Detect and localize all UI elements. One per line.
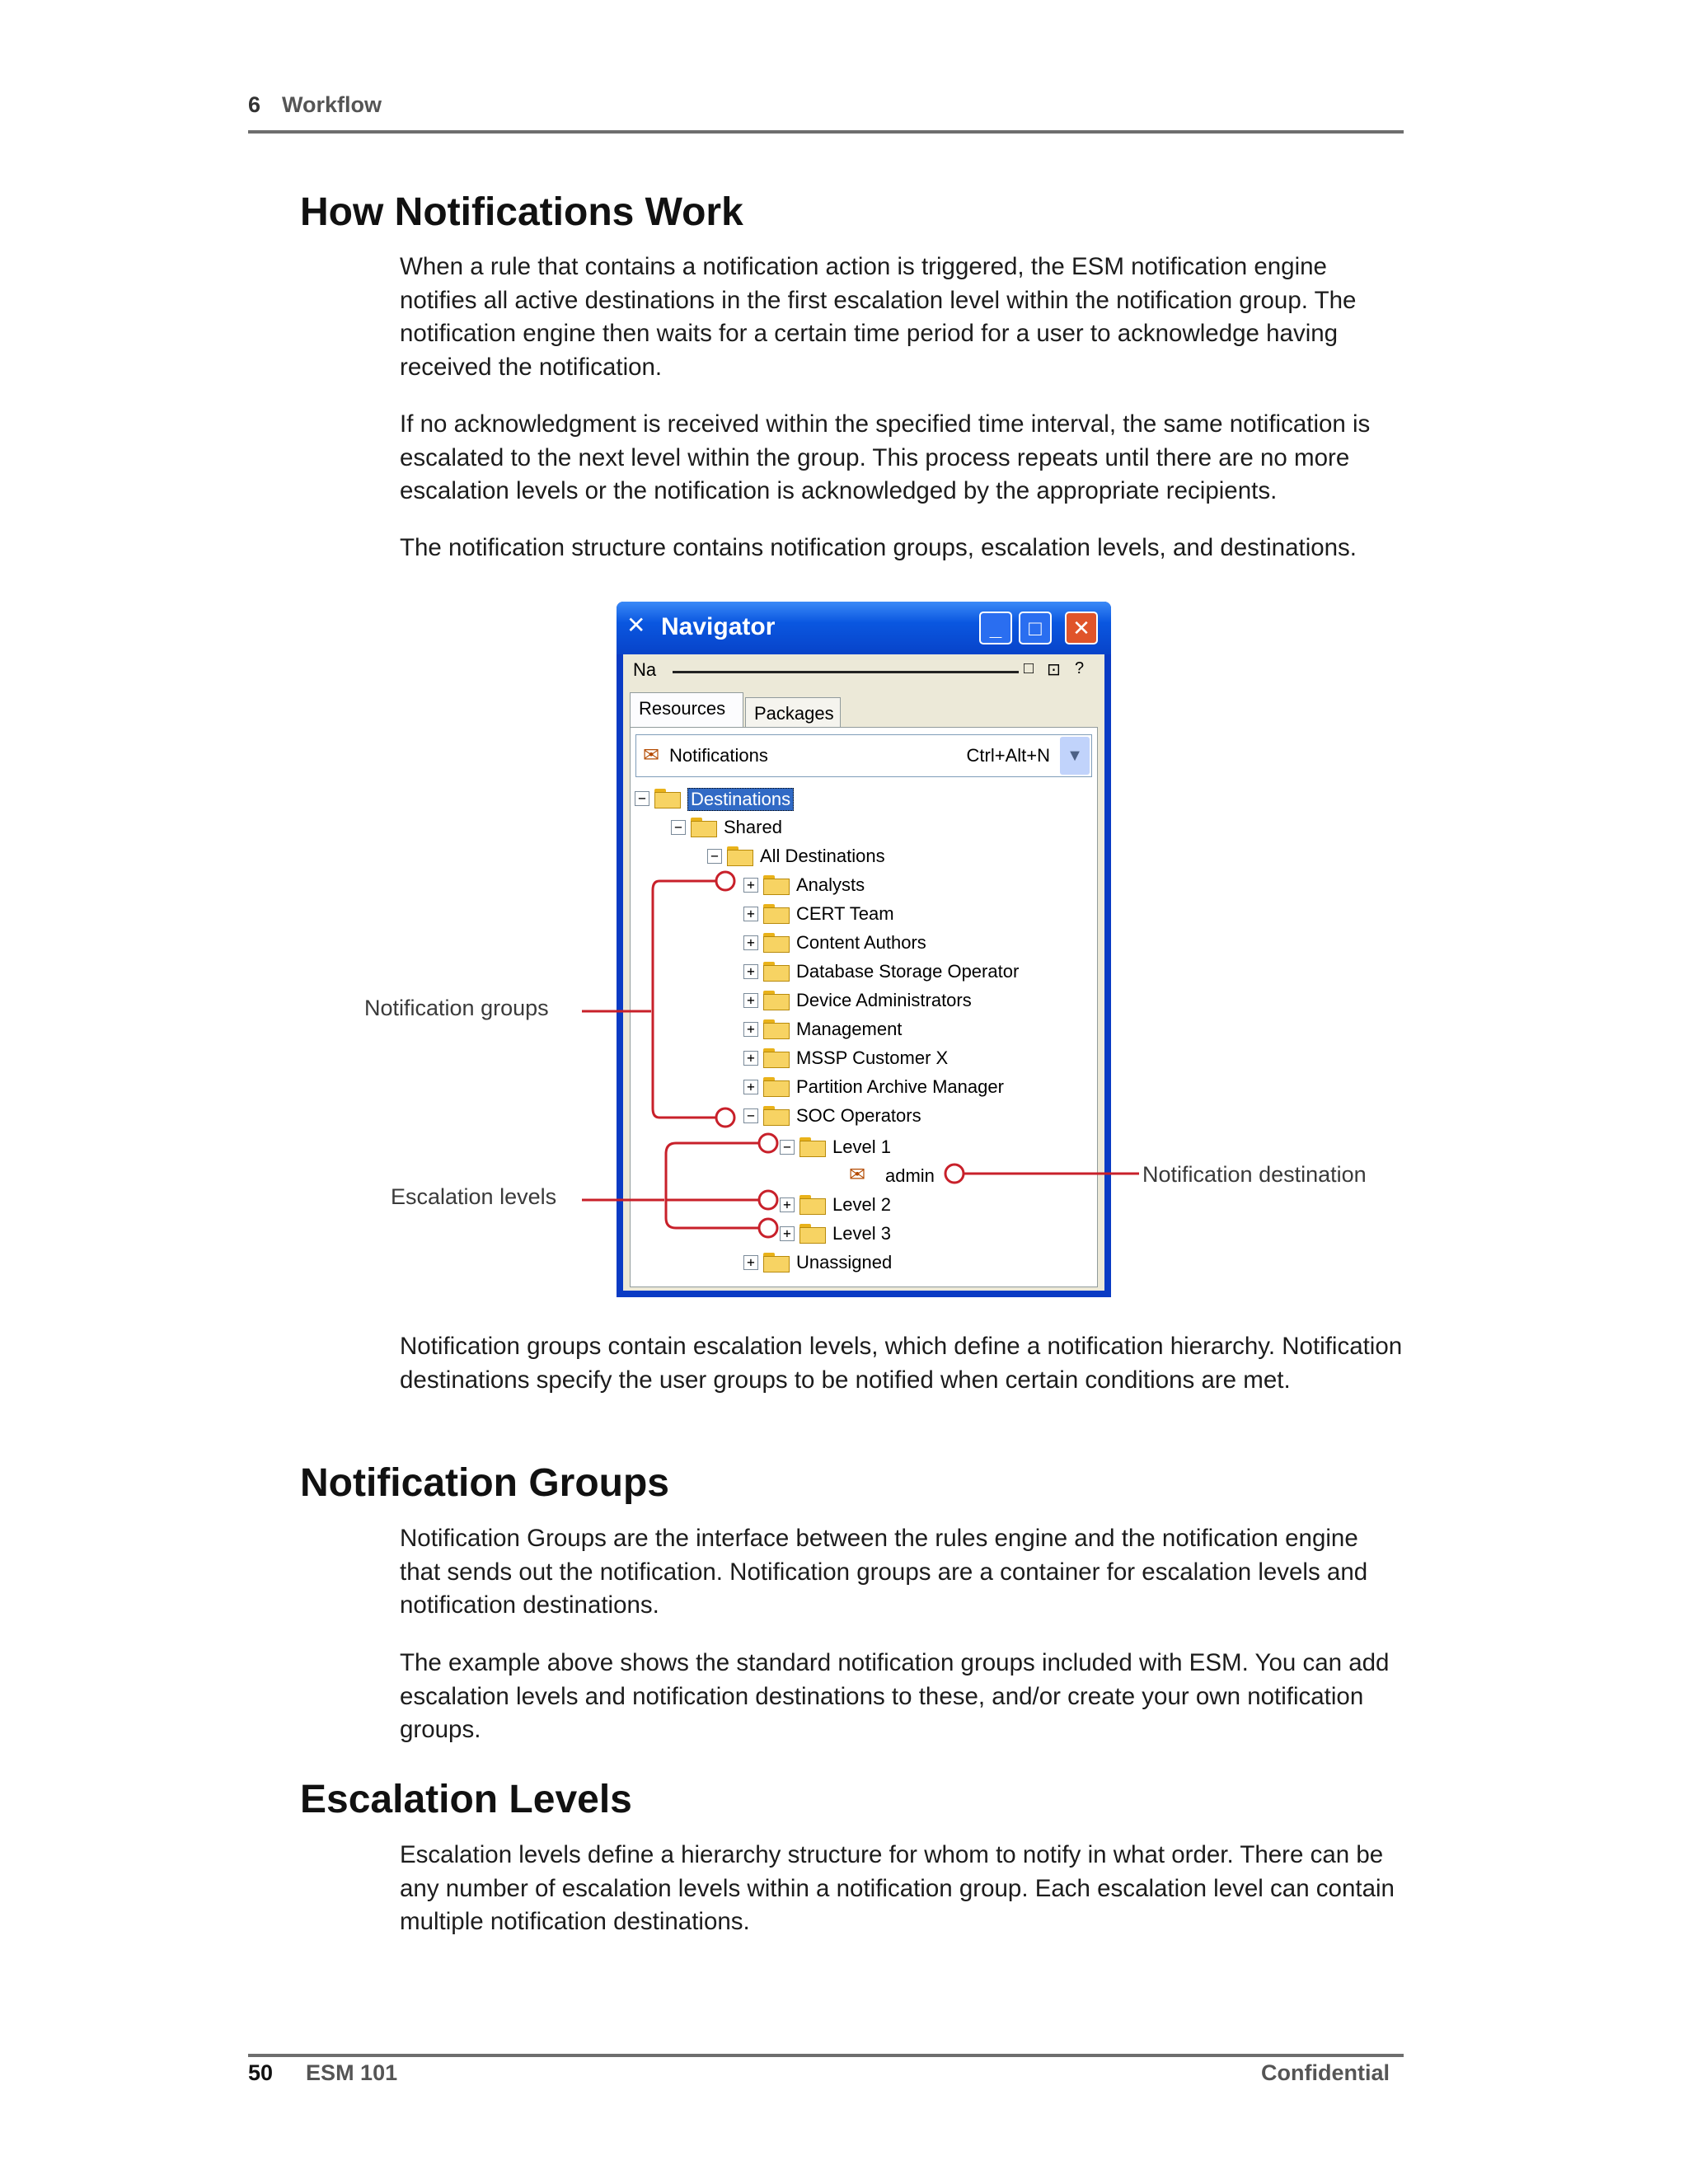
collapse-icon[interactable]: − [707,849,722,864]
tree-item-label: Content Authors [796,932,926,953]
tree-item-label: All Destinations [760,846,885,866]
tree-item-label: Unassigned [796,1252,893,1272]
tree-item-label: Analysts [796,874,865,895]
tree-item-label: CERT Team [796,903,894,924]
annotation-escalation-levels: Escalation levels [391,1184,557,1209]
expand-icon[interactable]: + [743,964,758,979]
paragraph-how-1: When a rule that contains a notification action is triggered, the ESM notification engine notifies all active destinations in the first escalation level within the notification group. The notification engine then waits for a certain time period for a user to acknowledge having received the notification. [400,253,1357,381]
tree-item-label: Device Administrators [796,990,972,1010]
minimize-button[interactable]: _ [979,612,1012,644]
level2-marker [759,1191,777,1209]
collapse-icon[interactable]: − [671,820,686,835]
groups-bracket [653,881,722,1118]
tab-packages[interactable]: Packages [745,697,841,727]
level1-marker [759,1134,777,1152]
notifications-icon: ✉ [643,744,660,766]
chevron-down-icon[interactable]: ▼ [1060,737,1090,775]
groups-marker-bottom [716,1108,734,1127]
tree-item-label: MSSP Customer X [796,1047,949,1068]
chapter-title: Workflow [282,92,382,117]
destination-icon: ✉ [849,1164,866,1186]
restore-icon[interactable]: □ [1024,659,1034,677]
tree-item-label: SOC Operators [796,1105,921,1126]
tree-item-label: Management [796,1019,903,1039]
expand-icon[interactable]: + [743,1080,758,1094]
expand-icon[interactable]: + [743,993,758,1008]
footer-rule [248,2054,1404,2057]
help-icon[interactable]: ? [1075,659,1085,677]
expand-icon[interactable]: + [743,1051,758,1066]
page-number: 50 [248,2060,274,2085]
paragraph-levels-1: Escalation levels define a hierarchy structure for whom to notify in what order. There can be any number of escalation levels within a notification group. Each escalation level can contain multiple notification destinations. [400,1841,1395,1935]
collapse-icon[interactable]: − [780,1140,795,1155]
dock-icon[interactable]: ⊡ [1047,661,1061,679]
collapse-icon[interactable]: − [635,791,649,806]
view-label: Na [633,659,657,680]
tree-item-label: Level 1 [832,1137,891,1157]
tree-item-label: Shared [724,817,782,837]
tree-item-label: Partition Archive Manager [796,1076,1004,1097]
heading-notification-groups: Notification Groups [300,1461,669,1505]
expand-icon[interactable]: + [743,935,758,950]
tree-item-label: admin [885,1165,935,1186]
levels-bracket [666,1143,767,1228]
heading-escalation-levels: Escalation Levels [300,1778,632,1821]
tree-item-label: Database Storage Operator [796,961,1020,982]
level3-marker [759,1219,777,1237]
paragraph-groups-1: Notification Groups are the interface between the rules engine and the notification engine that sends out the notification. Notification groups are a container for escalation levels and notification destinations. [400,1525,1368,1619]
navigator-app-icon: ✕ [626,612,646,638]
expand-icon[interactable]: + [780,1226,795,1241]
tree-item-label: Destinations [687,788,794,811]
navigator-title: Navigator [661,613,776,640]
tree-item-label: Level 3 [832,1223,891,1244]
expand-icon[interactable]: + [743,1022,758,1037]
paragraph-how-3: The notification structure contains notification groups, escalation levels, and destinations. [400,534,1357,561]
heading-how-notifications-work: How Notifications Work [300,190,743,234]
book-title: ESM 101 [306,2060,398,2085]
tree-item-label: Level 2 [832,1194,891,1215]
expand-icon[interactable]: + [743,907,758,921]
resource-type-shortcut: Ctrl+Alt+N [966,745,1050,766]
footer-confidential: Confidential [1261,2060,1390,2085]
expand-icon[interactable]: + [780,1197,795,1212]
close-button[interactable]: ✕ [1065,612,1098,644]
tab-resources[interactable]: Resources [630,692,743,727]
paragraph-how-4: Notification groups contain escalation levels, which define a notification hierarchy. Notification destinations specify the user groups to be notified when certain conditions are met. [400,1333,1403,1394]
collapse-icon[interactable]: − [743,1108,758,1123]
expand-icon[interactable]: + [743,878,758,893]
annotation-notification-groups: Notification groups [364,996,549,1020]
resource-type-value: Notifications [669,745,768,766]
maximize-button[interactable]: □ [1019,612,1052,644]
footer-left [248,2060,397,2086]
chapter-number: 6 [248,92,261,117]
annotation-notification-destination: Notification destination [1142,1162,1367,1187]
expand-icon[interactable]: + [743,1255,758,1270]
paragraph-how-2: If no acknowledgment is received within the specified time interval, the same notification is escalated to the next level within the group. This process repeats until there are no more escalation levels or the notification is acknowledged by the appropriate recipients. [400,410,1371,504]
destination-marker [945,1165,964,1183]
paragraph-groups-2: The example above shows the standard notification groups included with ESM. You can add escalation levels and notification destinations to these, and/or create your own notification groups. [400,1649,1390,1743]
groups-marker-top [716,872,734,890]
